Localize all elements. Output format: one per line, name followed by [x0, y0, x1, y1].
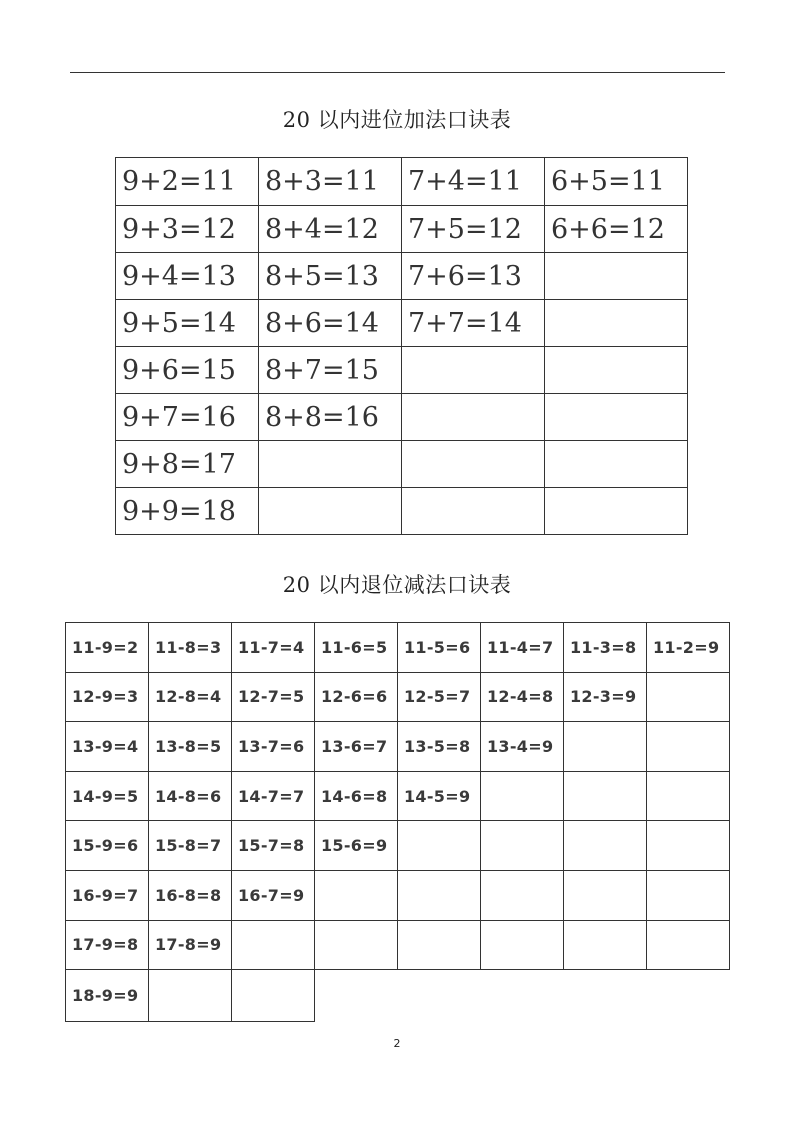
- table-cell: 18-9=9: [66, 970, 149, 1022]
- blank-space: [398, 970, 481, 1022]
- table-row: [66, 920, 730, 970]
- table-cell: 13-4=9: [481, 722, 564, 772]
- table-cell: 16-7=9: [232, 870, 315, 920]
- table-row: [66, 623, 730, 673]
- table-cell: 11-4=7: [481, 623, 564, 673]
- table-cell: 8+8=16: [259, 394, 402, 441]
- table-cell: 15-8=7: [149, 821, 232, 871]
- table-cell: 14-7=7: [232, 771, 315, 821]
- subtraction-table-title: 20 以内退位减法口诀表: [282, 573, 512, 597]
- blank-space: [315, 970, 398, 1022]
- table-cell: 14-8=6: [149, 771, 232, 821]
- table-cell: 11-9=2: [66, 623, 149, 673]
- table-cell: [545, 441, 688, 488]
- table-cell: [647, 672, 730, 722]
- table-row: [66, 771, 730, 821]
- table-cell: [564, 821, 647, 871]
- table-cell: [402, 488, 545, 535]
- table-cell: [545, 253, 688, 300]
- table-cell: [402, 394, 545, 441]
- table-cell: 9+2=11: [116, 158, 259, 206]
- table-cell: 12-9=3: [66, 672, 149, 722]
- table-cell: 15-7=8: [232, 821, 315, 871]
- table-cell: 14-5=9: [398, 771, 481, 821]
- table-cell: 14-9=5: [66, 771, 149, 821]
- table-cell: 16-8=8: [149, 870, 232, 920]
- table-cell: 9+4=13: [116, 253, 259, 300]
- table-cell: 11-8=3: [149, 623, 232, 673]
- addition-table: [115, 157, 688, 535]
- table-cell: 15-6=9: [315, 821, 398, 871]
- table-cell: [398, 920, 481, 970]
- table-cell: 13-7=6: [232, 722, 315, 772]
- table-cell: 11-3=8: [564, 623, 647, 673]
- table-cell: 7+4=11: [402, 158, 545, 206]
- table-cell: [402, 347, 545, 394]
- table-cell: [647, 870, 730, 920]
- table-cell: [481, 870, 564, 920]
- table-cell: 12-6=6: [315, 672, 398, 722]
- table-cell: [647, 722, 730, 772]
- table-cell: 13-5=8: [398, 722, 481, 772]
- table-cell: 12-4=8: [481, 672, 564, 722]
- table-cell: [545, 347, 688, 394]
- table-cell: 9+9=18: [116, 488, 259, 535]
- blank-space: [564, 970, 647, 1022]
- table-cell: 9+8=17: [116, 441, 259, 488]
- addition-table-title: 20 以内进位加法口诀表: [282, 108, 512, 132]
- blank-space: [647, 970, 730, 1022]
- table-cell: 8+5=13: [259, 253, 402, 300]
- table-row: [116, 394, 688, 441]
- table-row: [66, 672, 730, 722]
- table-row: [66, 821, 730, 871]
- table-row: [66, 722, 730, 772]
- table-cell: 13-6=7: [315, 722, 398, 772]
- table-row: [116, 441, 688, 488]
- table-cell: 11-7=4: [232, 623, 315, 673]
- table-cell: 8+4=12: [259, 206, 402, 253]
- table-cell: [545, 394, 688, 441]
- table-cell: 9+7=16: [116, 394, 259, 441]
- table-cell: [398, 821, 481, 871]
- table-cell: 7+6=13: [402, 253, 545, 300]
- table-cell: 11-2=9: [647, 623, 730, 673]
- table-cell: [259, 488, 402, 535]
- page-number: 2: [393, 1037, 401, 1050]
- table-cell: [259, 441, 402, 488]
- table-cell: 13-8=5: [149, 722, 232, 772]
- table-cell: [564, 920, 647, 970]
- table-row: [116, 158, 688, 206]
- table-cell: 14-6=8: [315, 771, 398, 821]
- table-cell: [149, 970, 232, 1022]
- table-cell: 9+3=12: [116, 206, 259, 253]
- table-cell: [315, 870, 398, 920]
- table-cell: [398, 870, 481, 920]
- table-cell: [481, 771, 564, 821]
- table-cell: [545, 488, 688, 535]
- table-cell: 12-7=5: [232, 672, 315, 722]
- table-cell: 17-9=8: [66, 920, 149, 970]
- table-cell: [481, 821, 564, 871]
- table-row: [66, 970, 730, 1022]
- table-cell: [564, 722, 647, 772]
- table-cell: [564, 771, 647, 821]
- table-cell: [647, 920, 730, 970]
- table-cell: 15-9=6: [66, 821, 149, 871]
- table-row: [116, 253, 688, 300]
- table-row: [66, 870, 730, 920]
- table-cell: 6+5=11: [545, 158, 688, 206]
- table-cell: [232, 970, 315, 1022]
- header-rule: [70, 72, 725, 73]
- subtraction-table: [65, 622, 730, 1022]
- table-row: [116, 347, 688, 394]
- table-cell: [481, 920, 564, 970]
- table-cell: 12-8=4: [149, 672, 232, 722]
- table-cell: 8+3=11: [259, 158, 402, 206]
- table-cell: [647, 771, 730, 821]
- table-row: [116, 488, 688, 535]
- table-cell: [232, 920, 315, 970]
- table-cell: [647, 821, 730, 871]
- table-cell: 17-8=9: [149, 920, 232, 970]
- table-cell: 7+5=12: [402, 206, 545, 253]
- table-cell: [315, 920, 398, 970]
- table-cell: 12-5=7: [398, 672, 481, 722]
- table-cell: 11-6=5: [315, 623, 398, 673]
- table-cell: 16-9=7: [66, 870, 149, 920]
- table-cell: 11-5=6: [398, 623, 481, 673]
- table-cell: 12-3=9: [564, 672, 647, 722]
- table-cell: 9+5=14: [116, 300, 259, 347]
- table-cell: 7+7=14: [402, 300, 545, 347]
- table-cell: 13-9=4: [66, 722, 149, 772]
- table-cell: 8+6=14: [259, 300, 402, 347]
- table-cell: 6+6=12: [545, 206, 688, 253]
- table-cell: 8+7=15: [259, 347, 402, 394]
- table-cell: [402, 441, 545, 488]
- table-row: [116, 206, 688, 253]
- table-cell: [545, 300, 688, 347]
- blank-space: [481, 970, 564, 1022]
- table-cell: 9+6=15: [116, 347, 259, 394]
- table-row: [116, 300, 688, 347]
- table-cell: [564, 870, 647, 920]
